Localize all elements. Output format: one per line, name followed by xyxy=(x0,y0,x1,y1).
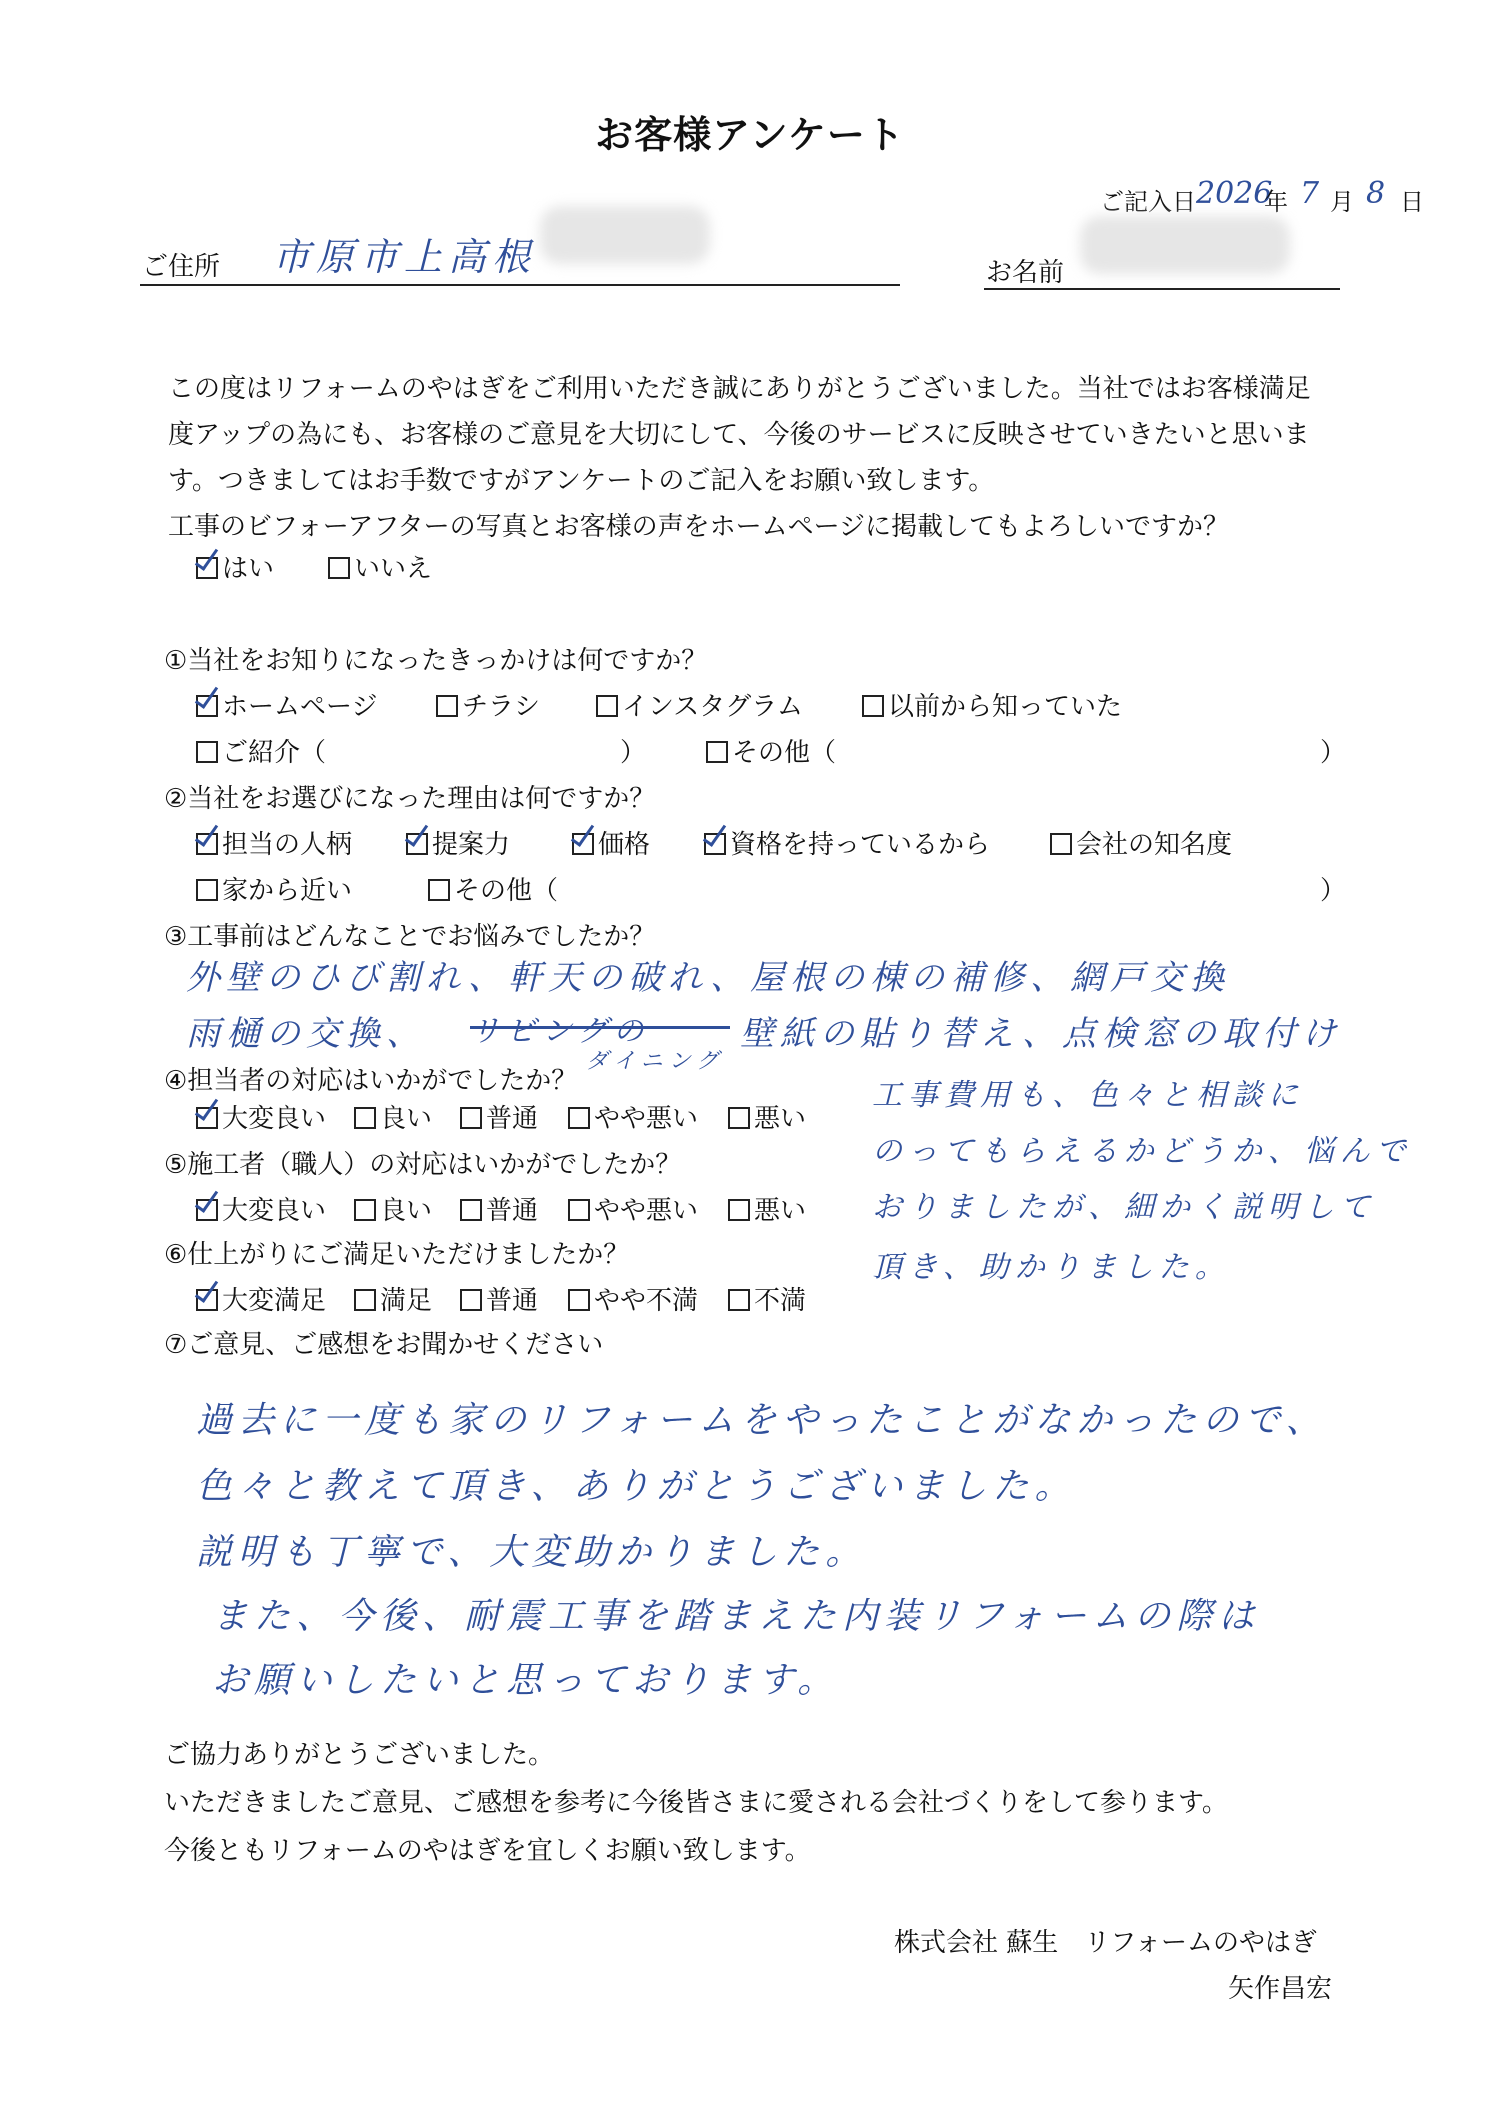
q1-option[interactable]: その他（ xyxy=(706,732,836,769)
q2-option[interactable]: その他（ xyxy=(428,870,558,907)
side-note-line: おりましたが、細かく説明して xyxy=(872,1190,1376,1225)
checkbox[interactable] xyxy=(568,1199,590,1221)
checkbox[interactable] xyxy=(460,1107,482,1129)
q1-option[interactable]: 以前から知っていた xyxy=(862,686,1122,723)
date-year: 2026 xyxy=(1196,176,1273,211)
checkbox[interactable] xyxy=(196,879,218,901)
q4-option[interactable]: 普通 xyxy=(460,1098,538,1135)
date-day: 8 xyxy=(1366,176,1392,211)
q7-answer-line: 説明も丁寧で、大変助かりました。 xyxy=(196,1532,868,1573)
checkbox-checked[interactable] xyxy=(196,1107,218,1129)
q7-answer-line: 色々と教えて頂き、ありがとうございました。 xyxy=(196,1466,1077,1507)
q7-answer-line: 過去に一度も家のリフォームをやったことがなかったので、 xyxy=(196,1400,1328,1441)
photo-no-option[interactable]: いいえ xyxy=(328,548,432,585)
checkbox[interactable] xyxy=(354,1199,376,1221)
checkbox-checked[interactable] xyxy=(704,833,726,855)
address-value: 市原市上高根 xyxy=(272,235,537,279)
q4-option[interactable]: 大変良い xyxy=(196,1098,326,1135)
checkbox[interactable] xyxy=(460,1289,482,1311)
q7-answer-line: また、今後、耐震工事を踏まえた内装リフォームの際は xyxy=(212,1596,1261,1637)
checkbox-checked[interactable] xyxy=(196,833,218,855)
address-label: ご住所 xyxy=(142,252,221,282)
q6-option[interactable]: 満足 xyxy=(354,1280,432,1317)
checkbox[interactable] xyxy=(328,557,350,579)
q2-paren-close: ） xyxy=(1320,876,1347,906)
checkbox[interactable] xyxy=(728,1199,750,1221)
q6-option[interactable]: 普通 xyxy=(460,1280,538,1317)
checkbox-checked[interactable] xyxy=(196,1199,218,1221)
checkbox[interactable] xyxy=(568,1107,590,1129)
checkbox[interactable] xyxy=(728,1289,750,1311)
q2-option[interactable]: 価格 xyxy=(572,824,650,861)
checkbox[interactable] xyxy=(354,1107,376,1129)
photo-yes-option[interactable]: はい xyxy=(196,548,274,585)
q3-question: ③工事前はどんなことでお悩みでしたか？ xyxy=(164,922,656,952)
checkbox[interactable] xyxy=(728,1107,750,1129)
checkbox[interactable] xyxy=(354,1289,376,1311)
q4-option[interactable]: 良い xyxy=(354,1098,432,1135)
name-label: お名前 xyxy=(986,258,1065,288)
q3-struck-text: リビングの xyxy=(470,1014,650,1049)
date-label: ご記入日 xyxy=(1100,188,1196,216)
q6-question: ⑥仕上がりにご満足いただけましたか？ xyxy=(164,1240,630,1270)
q4-question: ④担当者の対応はいかがでしたか？ xyxy=(164,1066,578,1096)
q6-option[interactable]: 不満 xyxy=(728,1280,806,1317)
checkbox-checked[interactable] xyxy=(406,833,428,855)
q6-option[interactable]: 大変満足 xyxy=(196,1280,326,1317)
checkbox[interactable] xyxy=(862,695,884,717)
q7-question: ⑦ご意見、ご感想をお聞かせください xyxy=(164,1330,604,1360)
intro-line: 度アップの為にも、お客様のご意見を大切にして、今後のサービスに反映させていきたいと思いま xyxy=(168,420,1310,450)
checkbox[interactable] xyxy=(568,1289,590,1311)
checkbox[interactable] xyxy=(436,695,458,717)
side-note-line: 頂き、助かりました。 xyxy=(872,1250,1231,1285)
photo-question: 工事のビフォーアフターの写真とお客様の声をホームページに掲載してもよろしいですか？ xyxy=(168,512,1230,542)
date-month: 7 xyxy=(1300,176,1326,211)
name-underline xyxy=(984,288,1340,290)
checkbox[interactable] xyxy=(706,741,728,763)
redaction-blur xyxy=(1080,216,1290,274)
q2-question: ②当社をお選びになった理由は何ですか？ xyxy=(164,784,656,814)
q3-answer-line: 壁紙の貼り替え、点検窓の取付け xyxy=(740,1014,1343,1054)
checkbox[interactable] xyxy=(460,1199,482,1221)
checkbox[interactable] xyxy=(1050,833,1072,855)
closing-line: いただきましたご意見、ご感想を参考に今後皆さまに愛される会社づくりをして参ります。 xyxy=(164,1788,1228,1818)
date-month-suffix: 月 xyxy=(1330,188,1354,216)
q2-option[interactable]: 会社の知名度 xyxy=(1050,824,1232,861)
side-note-line: 工事費用も、色々と相談に xyxy=(872,1078,1304,1113)
q3-answer-line: 雨樋の交換、 xyxy=(186,1014,426,1054)
checkbox[interactable] xyxy=(596,695,618,717)
closing-line: 今後ともリフォームのやはぎを宜しくお願い致します。 xyxy=(164,1836,811,1866)
checkbox[interactable] xyxy=(196,741,218,763)
q2-option[interactable]: 提案力 xyxy=(406,824,510,861)
q5-option[interactable]: やや悪い xyxy=(568,1190,698,1227)
closing-line: ご協力ありがとうございました。 xyxy=(164,1740,555,1770)
intro-line: す。つきましてはお手数ですがアンケートのご記入をお願い致します。 xyxy=(168,466,995,496)
q1-option[interactable]: ホームページ xyxy=(196,686,377,723)
checkbox[interactable] xyxy=(428,879,450,901)
checkbox-checked[interactable] xyxy=(196,695,218,717)
address-underline xyxy=(140,284,900,286)
q6-option[interactable]: やや不満 xyxy=(568,1280,698,1317)
q1-option[interactable]: ご紹介（ xyxy=(196,732,326,769)
q5-option[interactable]: 悪い xyxy=(728,1190,806,1227)
q3-answer-line: 外壁のひび割れ、軒天の破れ、屋根の棟の補修、網戸交換 xyxy=(186,958,1231,998)
q1-paren-close: ） xyxy=(1320,738,1347,768)
side-note-line: のってもらえるかどうか、悩んで xyxy=(872,1134,1412,1169)
page-title: お客様アンケート xyxy=(595,113,905,157)
q5-option[interactable]: 良い xyxy=(354,1190,432,1227)
q5-option[interactable]: 大変良い xyxy=(196,1190,326,1227)
q1-option[interactable]: インスタグラム xyxy=(596,686,803,723)
q5-option[interactable]: 普通 xyxy=(460,1190,538,1227)
q4-option[interactable]: 悪い xyxy=(728,1098,806,1135)
q1-option[interactable]: チラシ xyxy=(436,686,540,723)
company-name: 株式会社 蘇生 リフォームのやはぎ xyxy=(894,1928,1317,1958)
q5-question: ⑤施工者（職人）の対応はいかがでしたか？ xyxy=(164,1150,682,1180)
checkbox-checked[interactable] xyxy=(196,1289,218,1311)
strikethrough-line xyxy=(470,1026,730,1029)
q7-answer-line: お願いしたいと思っております。 xyxy=(212,1660,840,1701)
checkbox-checked[interactable] xyxy=(572,833,594,855)
checkbox-checked[interactable] xyxy=(196,557,218,579)
intro-line: この度はリフォームのやはぎをご利用いただき誠にありがとうございました。当社ではお客様満足 xyxy=(168,374,1311,404)
redaction-blur xyxy=(540,206,710,264)
q3-insert-text: ダイニング xyxy=(586,1049,725,1074)
q1-paren-close: ） xyxy=(620,738,647,768)
q2-option[interactable]: 担当の人柄 xyxy=(196,824,352,861)
q2-option[interactable]: 家から近い xyxy=(196,870,352,907)
date-year-suffix: 年 xyxy=(1264,188,1288,216)
q2-option[interactable]: 資格を持っているから xyxy=(704,824,990,861)
date-day-suffix: 日 xyxy=(1400,188,1424,216)
q4-option[interactable]: やや悪い xyxy=(568,1098,698,1135)
representative-name: 矢作昌宏 xyxy=(1228,1974,1333,2004)
q1-question: ①当社をお知りになったきっかけは何ですか？ xyxy=(164,646,708,676)
